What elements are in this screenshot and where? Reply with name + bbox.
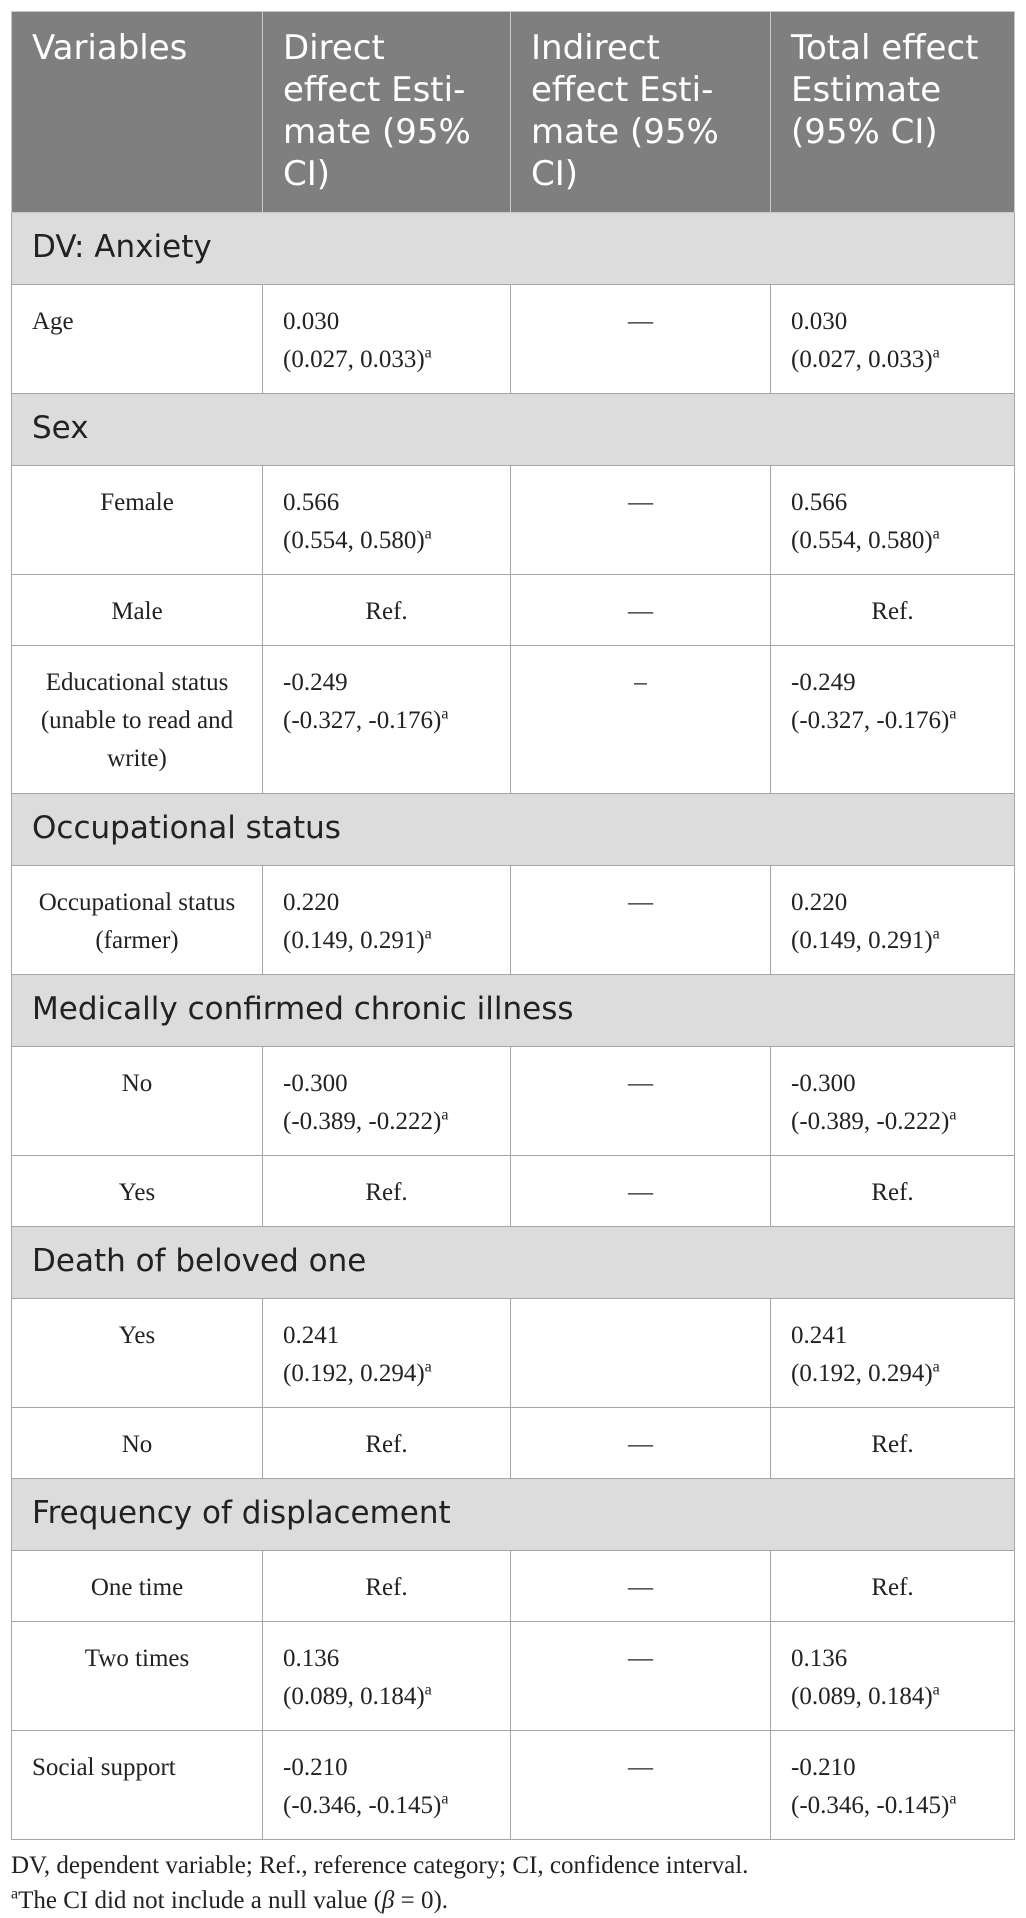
section-row — [12, 394, 1015, 466]
direct-cell: 0.220 (0.149, 0.291)$^a$ — [263, 866, 511, 975]
sig-marker: a — [932, 1358, 940, 1376]
total-cell: Ref. — [771, 1408, 1015, 1479]
section-row — [12, 1479, 1015, 1551]
results-table-container — [11, 11, 1014, 1918]
header-indirect-effect: Indirect effect Esti-mate (95% CI) — [511, 12, 771, 213]
sig-marker: a — [424, 1681, 432, 1699]
direct-cell: Ref. — [263, 575, 511, 646]
indirect-cell: — — [511, 575, 771, 646]
table-row — [12, 1551, 1015, 1622]
table-row — [12, 646, 1015, 794]
row-label: No — [12, 1047, 263, 1156]
sig-marker: a — [949, 1790, 957, 1808]
table-row — [12, 1622, 1015, 1731]
header-row — [12, 12, 1015, 213]
header-direct-effect: Direct effect Esti-mate (95% CI) — [263, 12, 511, 213]
table-row — [12, 285, 1015, 394]
sig-marker: a — [949, 1106, 957, 1124]
direct-cell: 0.136 (0.089, 0.184)$^a$ — [263, 1622, 511, 1731]
table-footnotes — [11, 1848, 1014, 1918]
indirect-cell: — — [511, 466, 771, 575]
table-row — [12, 466, 1015, 575]
direct-cell: -0.210 (-0.346, -0.145)$^a$ — [263, 1731, 511, 1840]
total-cell: 0.566 (0.554, 0.580)$^a$ — [771, 466, 1015, 575]
footnote-abbreviations: DV, dependent variable; Ref., reference category; CI, confidence interval. — [11, 1852, 749, 1879]
row-label: Occupational status (farmer) — [12, 866, 263, 975]
sig-marker: a — [932, 525, 940, 543]
header-variables: Variables — [12, 12, 263, 213]
sig-marker: a — [932, 1681, 940, 1699]
sig-marker: a — [441, 1106, 449, 1124]
indirect-cell — [511, 1299, 771, 1408]
row-label: Social support — [12, 1731, 263, 1840]
section-death: Death of beloved one — [12, 1227, 1015, 1299]
direct-cell: 0.030 (0.027, 0.033)$^a$ — [263, 285, 511, 394]
total-cell: -0.249 (-0.327, -0.176)$^a$ — [771, 646, 1015, 794]
effects-table — [11, 11, 1015, 1840]
table-row — [12, 1047, 1015, 1156]
table-row — [12, 1299, 1015, 1408]
section-row — [12, 213, 1015, 285]
total-cell: 0.030 (0.027, 0.033)$^a$ — [771, 285, 1015, 394]
indirect-cell: — — [511, 1156, 771, 1227]
section-row — [12, 975, 1015, 1047]
section-anxiety: DV: Anxiety — [12, 213, 1015, 285]
total-cell: Ref. — [771, 1551, 1015, 1622]
table-row — [12, 1731, 1015, 1840]
total-cell: 0.220 (0.149, 0.291)$^a$ — [771, 866, 1015, 975]
section-chronic: Medically confirmed chronic illness — [12, 975, 1015, 1047]
indirect-cell: – — [511, 646, 771, 794]
row-label: No — [12, 1408, 263, 1479]
indirect-cell: — — [511, 1551, 771, 1622]
sig-marker: a — [424, 525, 432, 543]
sig-marker: a — [949, 705, 957, 723]
indirect-cell: — — [511, 285, 771, 394]
indirect-cell: — — [511, 866, 771, 975]
row-label: Age — [12, 285, 263, 394]
direct-cell: Ref. — [263, 1156, 511, 1227]
row-label: Yes — [12, 1156, 263, 1227]
row-label: Two times — [12, 1622, 263, 1731]
header-total-effect: Total effect Estimate (95% CI) — [771, 12, 1015, 213]
row-label: One time — [12, 1551, 263, 1622]
direct-cell: -0.249 (-0.327, -0.176)$^a$ — [263, 646, 511, 794]
table-row — [12, 575, 1015, 646]
sig-marker: a — [424, 925, 432, 943]
sig-marker: a — [932, 344, 940, 362]
row-label: Yes — [12, 1299, 263, 1408]
direct-cell: Ref. — [263, 1408, 511, 1479]
table-row — [12, 866, 1015, 975]
sig-marker: a — [932, 925, 940, 943]
sig-marker: a — [441, 705, 449, 723]
total-cell: Ref. — [771, 1156, 1015, 1227]
section-row — [12, 1227, 1015, 1299]
total-cell: -0.210 (-0.346, -0.145)$^a$ — [771, 1731, 1015, 1840]
direct-cell: -0.300 (-0.389, -0.222)$^a$ — [263, 1047, 511, 1156]
indirect-cell: — — [511, 1047, 771, 1156]
total-cell: 0.241 (0.192, 0.294)$^a$ — [771, 1299, 1015, 1408]
direct-cell: Ref. — [263, 1551, 511, 1622]
table-row — [12, 1408, 1015, 1479]
total-cell: 0.136 (0.089, 0.184)$^a$ — [771, 1622, 1015, 1731]
section-occupational: Occupational status — [12, 794, 1015, 866]
total-cell: Ref. — [771, 575, 1015, 646]
section-row — [12, 794, 1015, 866]
sig-marker: a — [424, 1358, 432, 1376]
footnote-significance: $^a$The CI did not include a null value (β = 0). — [11, 1885, 449, 1914]
section-displacement: Frequency of displacement — [12, 1479, 1015, 1551]
indirect-cell: — — [511, 1408, 771, 1479]
table-row — [12, 1156, 1015, 1227]
row-label: Female — [12, 466, 263, 575]
row-label: Educational status (unable to read and write) — [12, 646, 263, 794]
direct-cell: 0.241 (0.192, 0.294)$^a$ — [263, 1299, 511, 1408]
direct-cell: 0.566 (0.554, 0.580)$^a$ — [263, 466, 511, 575]
total-cell: -0.300 (-0.389, -0.222)$^a$ — [771, 1047, 1015, 1156]
row-label: Male — [12, 575, 263, 646]
section-sex: Sex — [12, 394, 1015, 466]
indirect-cell: — — [511, 1731, 771, 1840]
indirect-cell: — — [511, 1622, 771, 1731]
sig-marker: a — [441, 1790, 449, 1808]
sig-marker: a — [424, 344, 432, 362]
